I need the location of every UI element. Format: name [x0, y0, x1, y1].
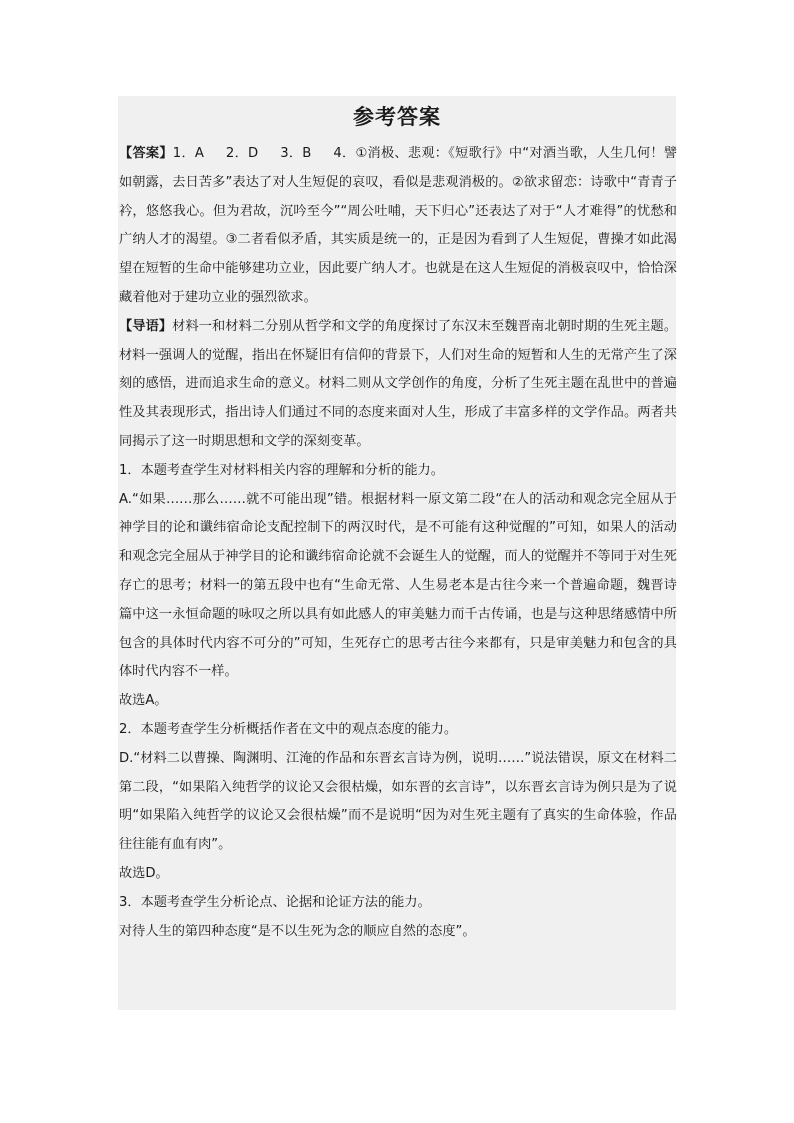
answer-q1: 1．A	[172, 146, 204, 161]
answer-page	[118, 96, 676, 1010]
answers-paragraph	[119, 140, 677, 313]
analysis-q2-explanation: D.“材料二以曹操、陶渊明、江淹的作品和东晋玄言诗为例，说明……”说法错误，原文在材料二第二段，“如果陷入纯哲学的议论又会很枯燥，如东晋的玄言诗”，以东晋玄言诗为例只是为了说明“如果陷入纯哲学的议论又会很枯燥”而不是说明“因为对生死主题有了真实的生命体验，作品往往能有血有肉”。	[119, 750, 677, 853]
analysis-q2-heading: 2．本题考查学生分析概括作者在文中的观点态度的能力。	[119, 721, 458, 737]
guide-text: 材料一和材料二分别从哲学和文学的角度探讨了东汉末至魏晋南北朝时期的生死主题。材料一强调人的觉醒，指出在怀疑旧有信仰的背景下，人们对生命的短暂和人生的无常产生了深刻的感悟，进而追求生命的意义。材料二则从文学创作的角度，分析了生死主题在乱世中的普遍性及其表现形式，指出诗人们通过不同的态度来面对人生，形成了丰富多样的文学作品。两者共同揭示了这一时期思想和文学的深刻变革。	[119, 318, 678, 449]
analysis-q1-heading: 1．本题考查学生对材料相关内容的理解和分析的能力。	[119, 462, 444, 478]
analysis-q1-choice: 故选A。	[119, 693, 168, 709]
answer-q2: 2．D	[225, 146, 259, 161]
analysis-q2-choice: 故选D。	[119, 865, 169, 881]
guide-label: 【导语】	[119, 318, 173, 334]
guide-paragraph	[119, 313, 677, 457]
analysis-q1-explanation: A.“如果……那么……就不可能出现”错。根据材料一原文第二段“在人的活动和观念完全屈从于神学目的论和谶纬宿命论支配控制下的两汉时代，是不可能有这种觉醒的”可知，如果人的活动和观念完全屈从于神学目的论和谶纬宿命论就不会诞生人的觉醒，而人的觉醒并不等同于对生死存亡的思考；材料一的第五段中也有“生命无常、人生易老本是古往今来一个普遍命题，魏晋诗篇中这一永恒命题的咏叹之所以具有如此感人的审美魅力而千古传诵，也是与这种思绪感情中所包含的具体时代内容不可分的”可知，生死存亡的思考古往今来都有，只是审美魅力和包含的具体时代内容不一样。	[119, 491, 677, 680]
page-title: 参考答案	[353, 104, 441, 129]
answer-q3: 3．B	[280, 146, 312, 161]
answer-q4-text: ①消极、悲观：《短歌行》中“对酒当歌，人生几何！譬如朝露，去日苦多”表达了对人生短促的哀叹，看似是悲观消极的。②欲求留恋：诗歌中“青青子衿，悠悠我心。但为君故，沉吟至今”“周公吐哺，天下归心”还表达了对于“人才难得”的忧愁和广纳人才的渴望。③二者看似矛盾，其实质是统一的，正是因为看到了人生短促，曹操才如此渴望在短暂的生命中能够建功立业，因此要广纳人才。也就是在这人生短促的消极哀叹中，恰恰深藏着他对于建功立业的强烈欲求。	[119, 146, 678, 305]
analysis-q3-explanation: 对待人生的第四种态度“是不以生死为念的顺应自然的态度”。	[119, 923, 476, 939]
analysis-q3-heading: 3．本题考查学生分析论点、论据和论证方法的能力。	[119, 894, 431, 910]
answers-label: 【答案】	[119, 146, 173, 161]
answer-body	[119, 140, 677, 946]
answer-q4-head: 4．	[333, 146, 356, 161]
